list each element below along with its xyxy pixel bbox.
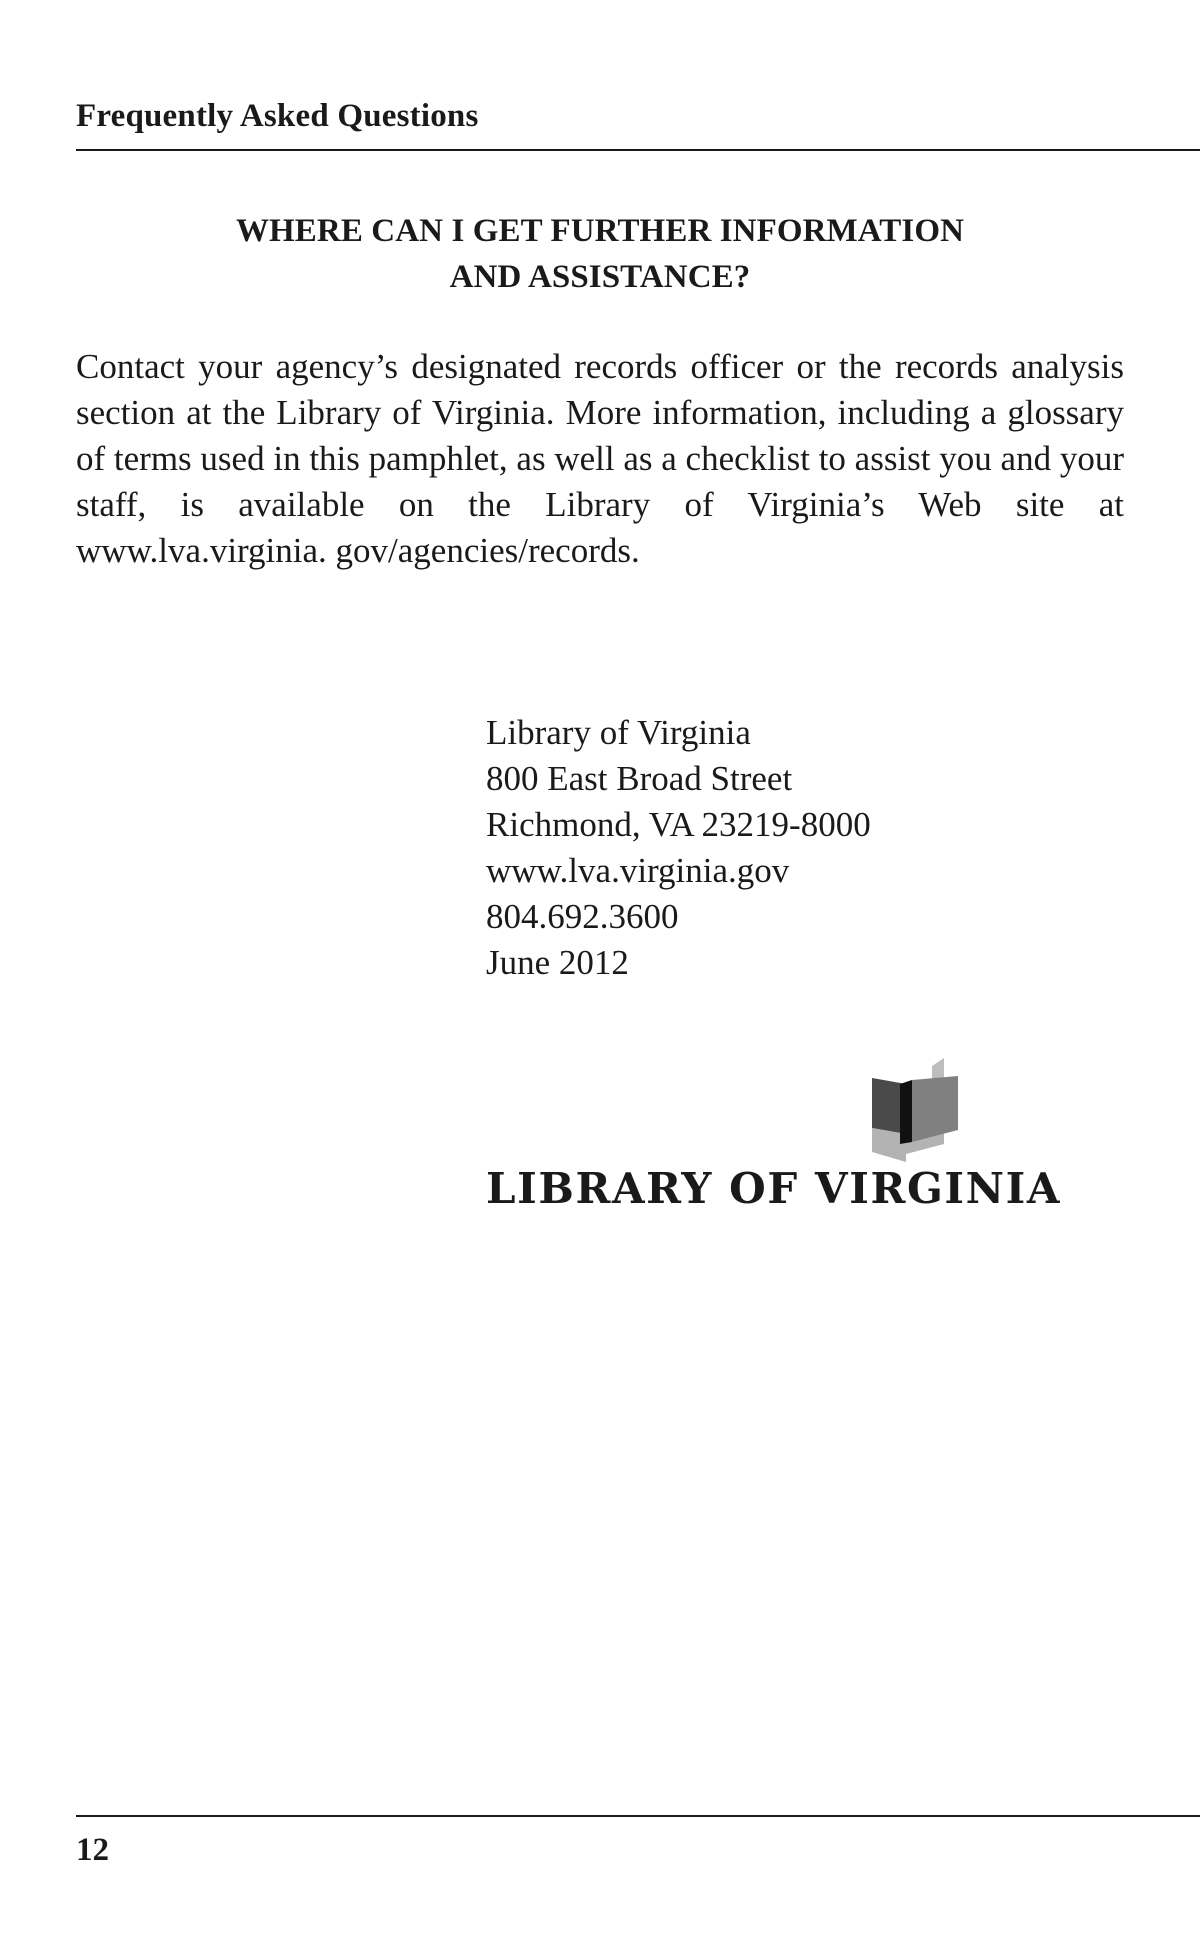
body-paragraph: Contact your agency’s designated records officer or the records analysis section at the Library of Virginia. More information, including a glossary of terms used in this pamphlet, as well as a checklist to assist you and your staff, is available on the Library of Virginia’s Web site at www.lva.virginia. gov/agencies/records. bbox=[76, 347, 1124, 570]
section-heading bbox=[76, 208, 1124, 300]
section-heading-line-2: AND ASSISTANCE? bbox=[449, 259, 751, 295]
book-page-right bbox=[912, 1076, 958, 1142]
section-heading-line-1: WHERE CAN I GET FURTHER INFORMATION bbox=[235, 213, 965, 249]
address-name: Library of Virginia bbox=[486, 713, 751, 752]
book-spine bbox=[900, 1080, 912, 1144]
address-block bbox=[486, 710, 871, 986]
address-phone: 804.692.3600 bbox=[486, 897, 679, 936]
header-divider bbox=[76, 149, 1200, 151]
book-icon bbox=[872, 1058, 958, 1162]
address-website: www.lva.virginia.gov bbox=[486, 851, 790, 890]
footer-divider bbox=[76, 1815, 1200, 1817]
address-street: 800 East Broad Street bbox=[486, 759, 793, 798]
page-number: 12 bbox=[76, 1832, 109, 1868]
address-city: Richmond, VA 23219-8000 bbox=[486, 805, 871, 844]
address-date: June 2012 bbox=[486, 943, 629, 982]
running-header: Frequently Asked Questions bbox=[76, 98, 479, 134]
logo-wordmark: LIBRARY OF VIRGINIA bbox=[486, 1164, 1062, 1213]
